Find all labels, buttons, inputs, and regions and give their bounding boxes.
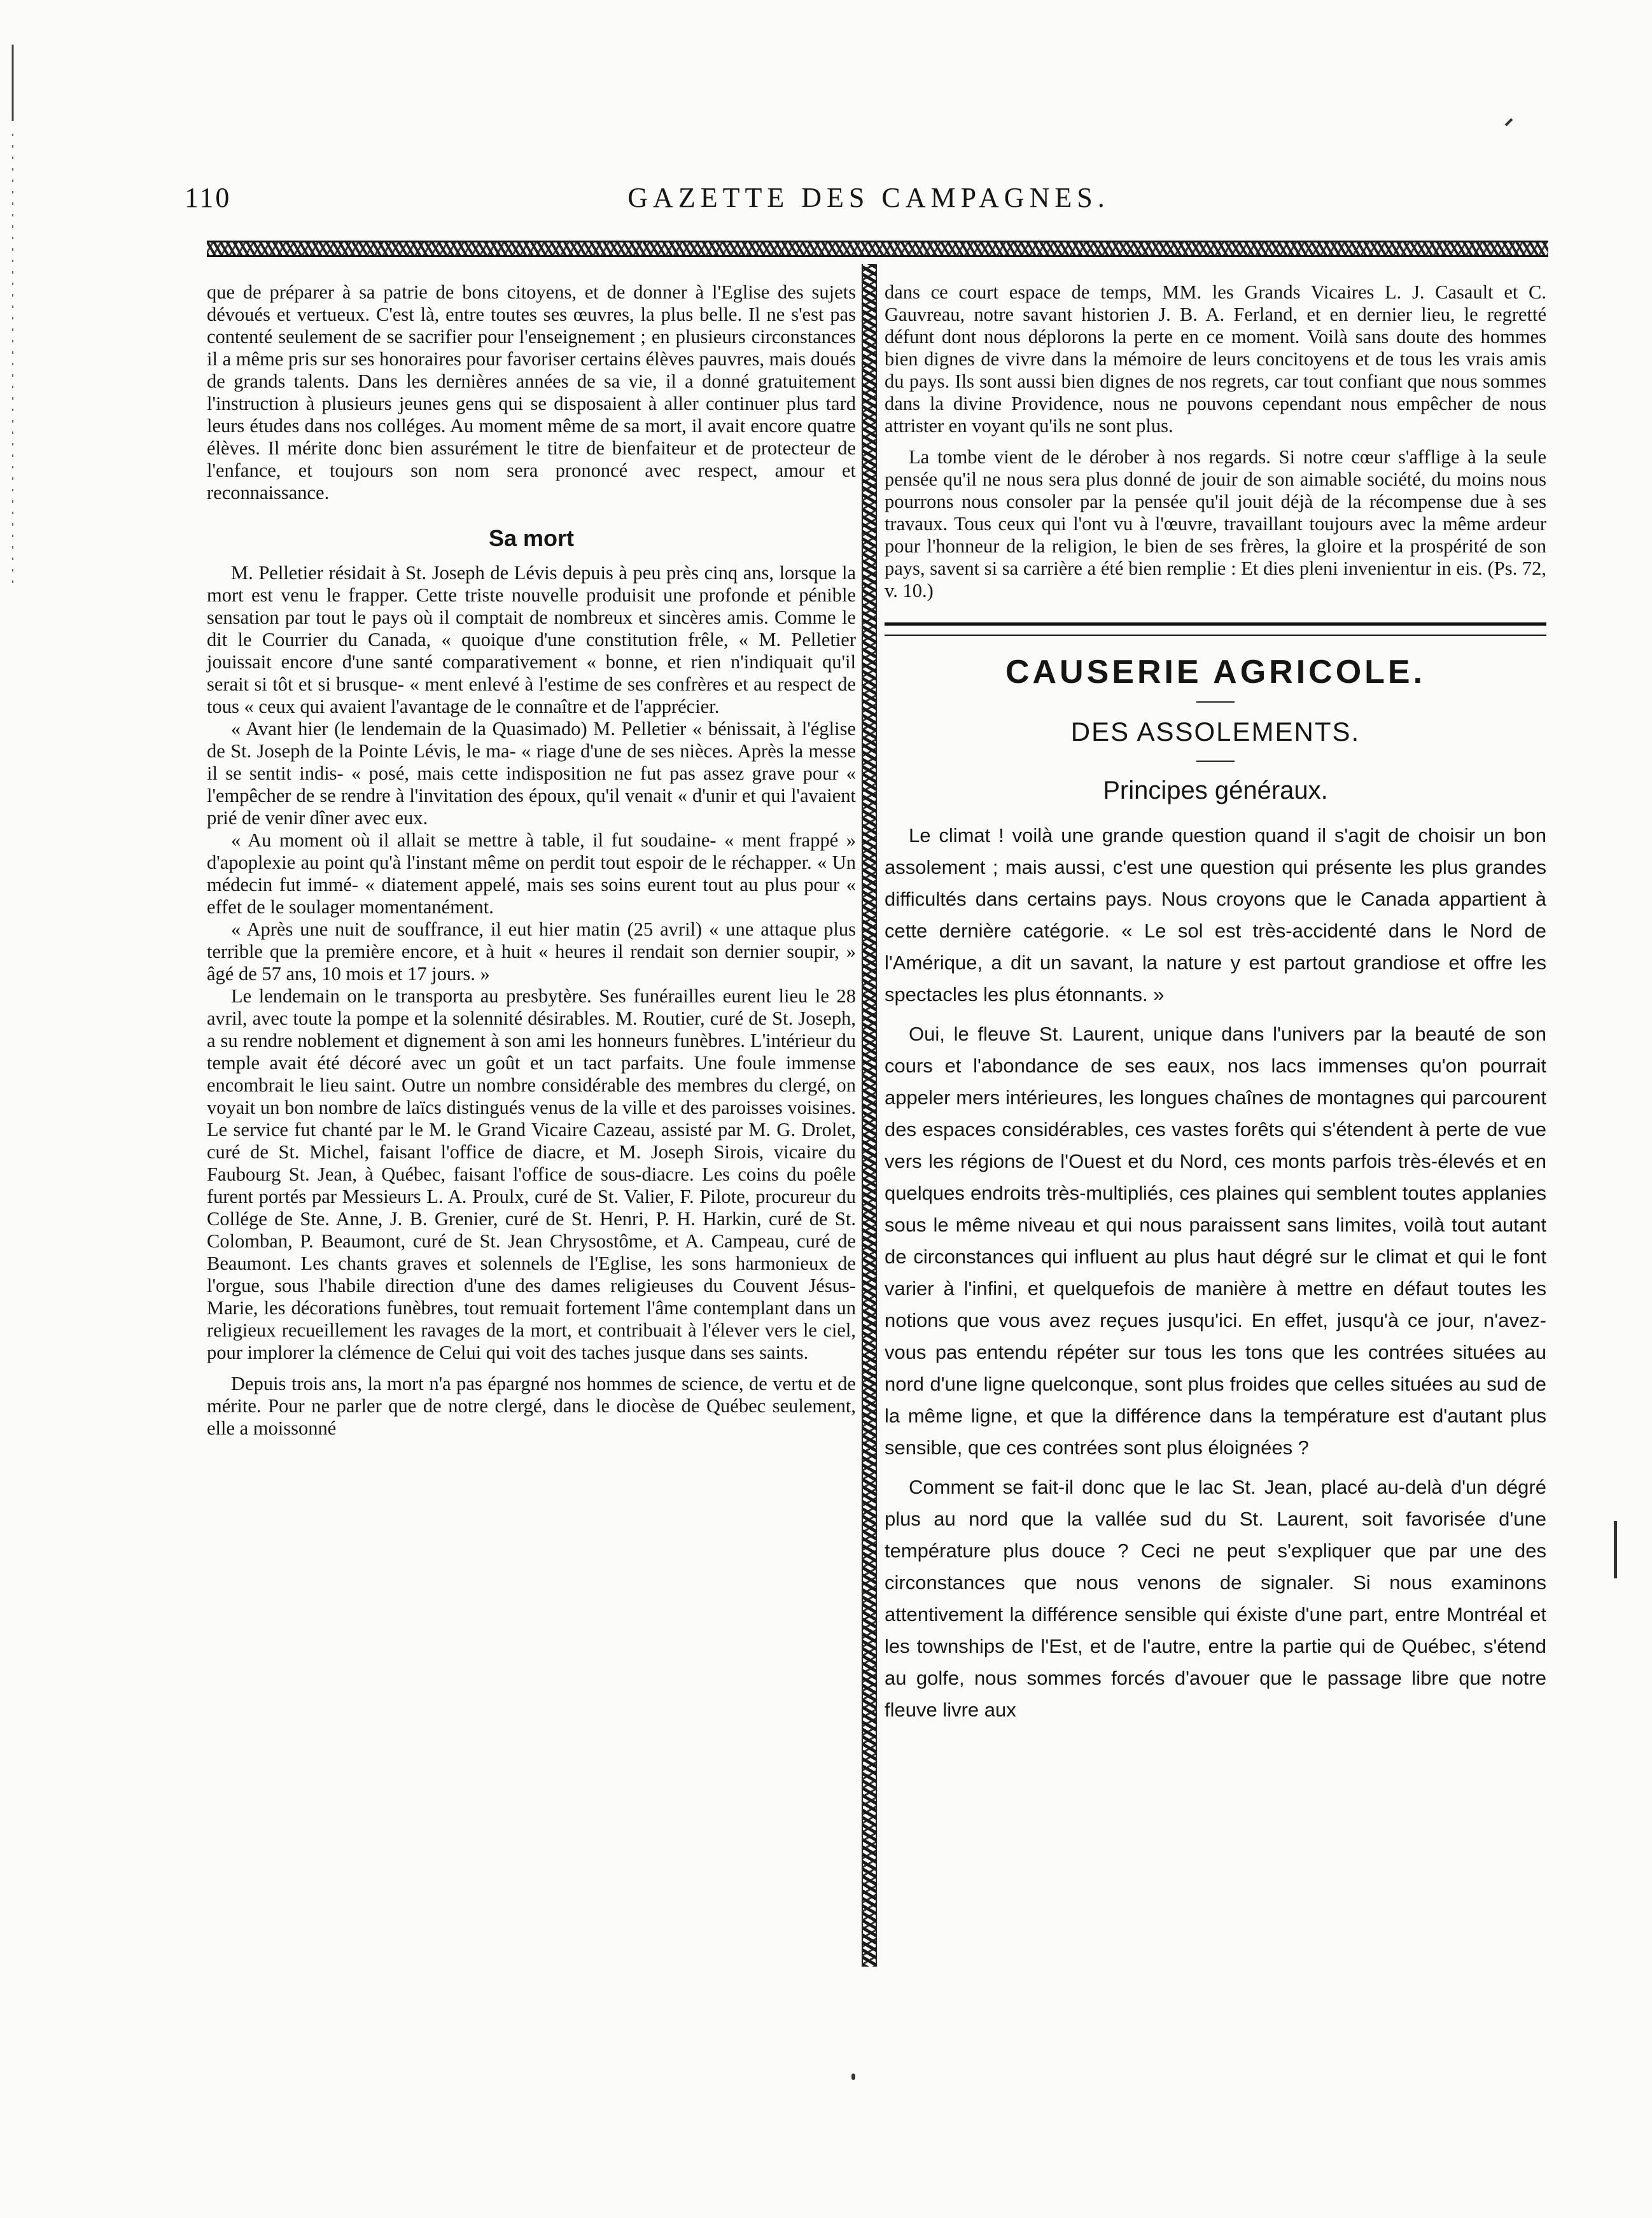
- assolements-title: DES ASSOLEMENTS.: [1070, 717, 1361, 747]
- margin-mark: [1614, 1521, 1617, 1578]
- article-paragraph: Le climat ! voilà une grande question quand il s'agit de choisir un bon assolement ; mais aussi, c'est une question qui présente les plus grandes difficultés dans certains pays. Nous croyons que le Canada appartient à cette dernière catégorie. « Le sol est très-accidenté dans le Nord de l'Amérique, a dit un savant, la nature y est partout grandiose et offre les spectacles les plus étonnants. »: [885, 824, 1546, 1006]
- article-paragraph: Depuis trois ans, la mort n'a pas épargné nos hommes de science, de vertu et de mérite. Pour ne parler que de notre clergé, dans le diocèse de Québec seulement, elle a moissonné: [207, 1373, 856, 1439]
- page-header: [185, 181, 1553, 226]
- article-paragraph: que de préparer à sa patrie de bons citoyens, et de donner à l'Eglise des sujets dévoués et vertueux. C'est là, entre toutes ses œuvres, la plus belle. Il ne s'est pas contenté seulement de se sacrifier pour l'enseignement ; en plusieurs circonstances il a même pris sur ses honoraires pour favoriser certains élèves pauvres, mais doués de grands talents. Dans les dernières années de sa vie, il a donné gratuitement l'instruction à plusieurs jeunes gens qui se disposaient à aller continuer plus tard leurs études dans nos colléges. Au moment même de sa mort, il avait encore quatre élèves. Il mérite donc bien assurément le titre de bienfaiteur et de protecteur de l'enfance, et toujours son nom sera prononcé avec respect, amour et reconnaissance.: [207, 281, 856, 503]
- scan-tick-mark: [1505, 118, 1513, 127]
- scan-edge-marks: [4, 45, 20, 592]
- article-paragraph: « Au moment où il allait se mettre à table, il fut soudaine- « ment frappé » d'apoplexie au point qu'à l'instant même on perdit tout espoir de le réchapper. « Un médecin fut immé- « diatement appelé, mais ses soins eurent tout au plus pour « effet de le soulager momentanément.: [207, 829, 856, 918]
- article-paragraph: « Avant hier (le lendemain de la Quasimado) M. Pelletier « bénissait, à l'église de St. Joseph de la Pointe Lévis, le ma- « riage d'une de ses nièces. Après la messe il se sentit indis- « posé, mais cette indisposition ne fut pas assez grave pour « l'empêcher de se rendre à l'invitation des époux, qu'il venait « d'unir et qui l'avaient prié de venir dîner avec eux.: [207, 718, 856, 829]
- article-paragraph: Le lendemain on le transporta au presbytère. Ses funérailles eurent lieu le 28 avril, avec toute la pompe et la solennité désirables. M. Routier, curé de St. Joseph, a su rendre noblement et dignement à son ami les honneurs funèbres. L'intérieur du temple avait été décoré avec un goût et un tact parfaits. Une foule immense encombrait le lieu saint. Outre un nombre considérable des membres du clergé, on voyait un bon nombre de laïcs distingués venus de la ville et des paroisses voisines. Le service fut chanté par le M. le Grand Vicaire Cazeau, assisté par M. G. Drolet, curé de St. Michel, faisant l'office de diacre, et M. Joseph Sirois, vicaire du Faubourg St. Jean, à Québec, faisant l'office de sous-diacre. Les coins du poêle furent portés par Messieurs L. A. Proulx, curé de St. Valier, F. Pilote, procureur du Collége de Ste. Anne, J. B. Grenier, curé de St. Henri, P. H. Harkin, curé de St. Colomban, P. Beaumont, curé de St. Jean Chrysostôme, et A. Campeau, curé de Beaumont. Les chants graves et solennels de l'Eglise, les sons harmonieux de l'orgue, sous l'habile direction d'une des dames religieuses du Couvent Jésus-Marie, les décorations funèbres, tout remuait fortement l'âme contemplant dans un religieux recueillement les ravages de la mort, et contribuait à l'élever vers le ciel, pour implorer la clémence de Celui qui voit des taches jusque dans ses saints.: [207, 985, 856, 1363]
- short-divider: [1196, 701, 1235, 703]
- article-paragraph: Comment se fait-il donc que le lac St. Jean, placé au-delà d'un dégré plus au nord que la vallée sud du St. Laurent, soit favorisée d'une température plus douce ? Ceci ne peut s'expliquer que par une des circonstances que nous venons de signaler. Si nous examinons attentivement la différence sensible qui éxiste d'une part, entre Montréal et les townships de l'Est, et de l'autre, entre la partie qui de Québec, s'étend au golfe, nous sommes forcés d'avouer que le passage libre que notre fleuve livre aux: [885, 1476, 1546, 1721]
- causerie-title: CAUSERIE AGRICOLE.: [1005, 654, 1426, 691]
- scan-speck: [851, 2074, 855, 2080]
- article-paragraph: « Après une nuit de souffrance, il eut hier matin (25 avril) « une attaque plus terrible que la première encore, et à huit « heures il rendait son dernier soupir, » âgé de 57 ans, 10 mois et 17 jours. »: [207, 918, 856, 985]
- running-title: GAZETTE DES CAMPAGNES.: [627, 182, 1110, 213]
- section-heading: Sa mort: [488, 525, 575, 551]
- short-divider: [1196, 761, 1235, 762]
- ornamental-column-rule: [862, 264, 877, 1967]
- article-paragraph: dans ce court espace de temps, MM. les Grands Vicaires L. J. Casault et C. Gauvreau, notre savant historien J. B. A. Ferland, et en dernier lieu, le regretté défunt dont nous déplorons la perte en ce moment. Voilà sans doute des hommes bien dignes de vivre dans la mémoire de leurs concitoyens et de tous les vrais amis du pays. Ils sont aussi bien dignes de nos regrets, car tout confiant que nous sommes dans la divine Providence, nous ne pouvons cependant nous empêcher de nous attrister en voyant qu'ils ne sont plus.: [885, 281, 1546, 437]
- ornamental-top-rule: [207, 241, 1548, 257]
- section-divider: [885, 622, 1546, 636]
- article-paragraph: M. Pelletier résidait à St. Joseph de Lévis depuis à peu près cinq ans, lorsque la mort est venu le frapper. Cette triste nouvelle produisit une profonde et pénible sensation par tout le pays où il comptait de nombreux et sincères amis. Comme le dit le Courrier du Canada, « quoique d'une constitution frêle, « M. Pelletier jouissait encore d'une santé comparativement « bonne, et rien n'indiquait qu'il serait si tôt et si brusque- « ment enlevé à l'estime de ses confrères et au respect de tous « ceux qui avaient l'avantage de le connaître et de l'apprécier.: [207, 562, 856, 717]
- right-column: [885, 281, 1546, 1734]
- left-column: [207, 281, 856, 1440]
- article-paragraph: Oui, le fleuve St. Laurent, unique dans l'univers par la beauté de son cours et l'abondance de ses eaux, nos lacs immenses qu'on pourrait appeler mers intérieures, les longues chaînes de montagnes qui parcourent des espaces considérables, ces vastes forêts qui s'étendent à perte de vue vers les régions de l'Ouest et du Nord, ces monts parfois très-élevés et en quelques endroits très-multipliés, ces plaines qui semblent toutes applanies sous le même niveau et qui nous paraissent sans limites, voilà tout autant de circonstances qui influent au plus haut dégré sur le climat et qui le font varier à l'infini, et quelquefois de manière à mettre en défaut toutes les notions que vous avez reçues jusqu'ici. En effet, jusqu'à ce jour, n'avez-vous pas entendu répéter sur tous les tons que les contrées situées au nord d'une ligne quelconque, sont plus froides que celles situées au sud de la même ligne, et que la différence dans la température est d'autant plus sensible, que ces contrées sont plus éloignées ?: [885, 1023, 1546, 1459]
- page-number: 110: [185, 182, 232, 213]
- principes-title: Principes généraux.: [1103, 776, 1328, 804]
- article-paragraph: La tombe vient de le dérober à nos regards. Si notre cœur s'afflige à la seule pensée qu'il ne nous sera plus donné de jouir de son aimable société, du moins nous pourrons nous consoler par la pensée qu'il jouit déjà de la récompense due à ses travaux. Tous ceux qui l'ont vu à l'œuvre, travaillant toujours avec la même ardeur pour l'honneur de la religion, le bien de ses frères, la gloire et la prospérité de son pays, savent si sa carrière a été bien remplie : Et dies pleni invenientur in eis. (Ps. 72, v. 10.): [885, 446, 1546, 601]
